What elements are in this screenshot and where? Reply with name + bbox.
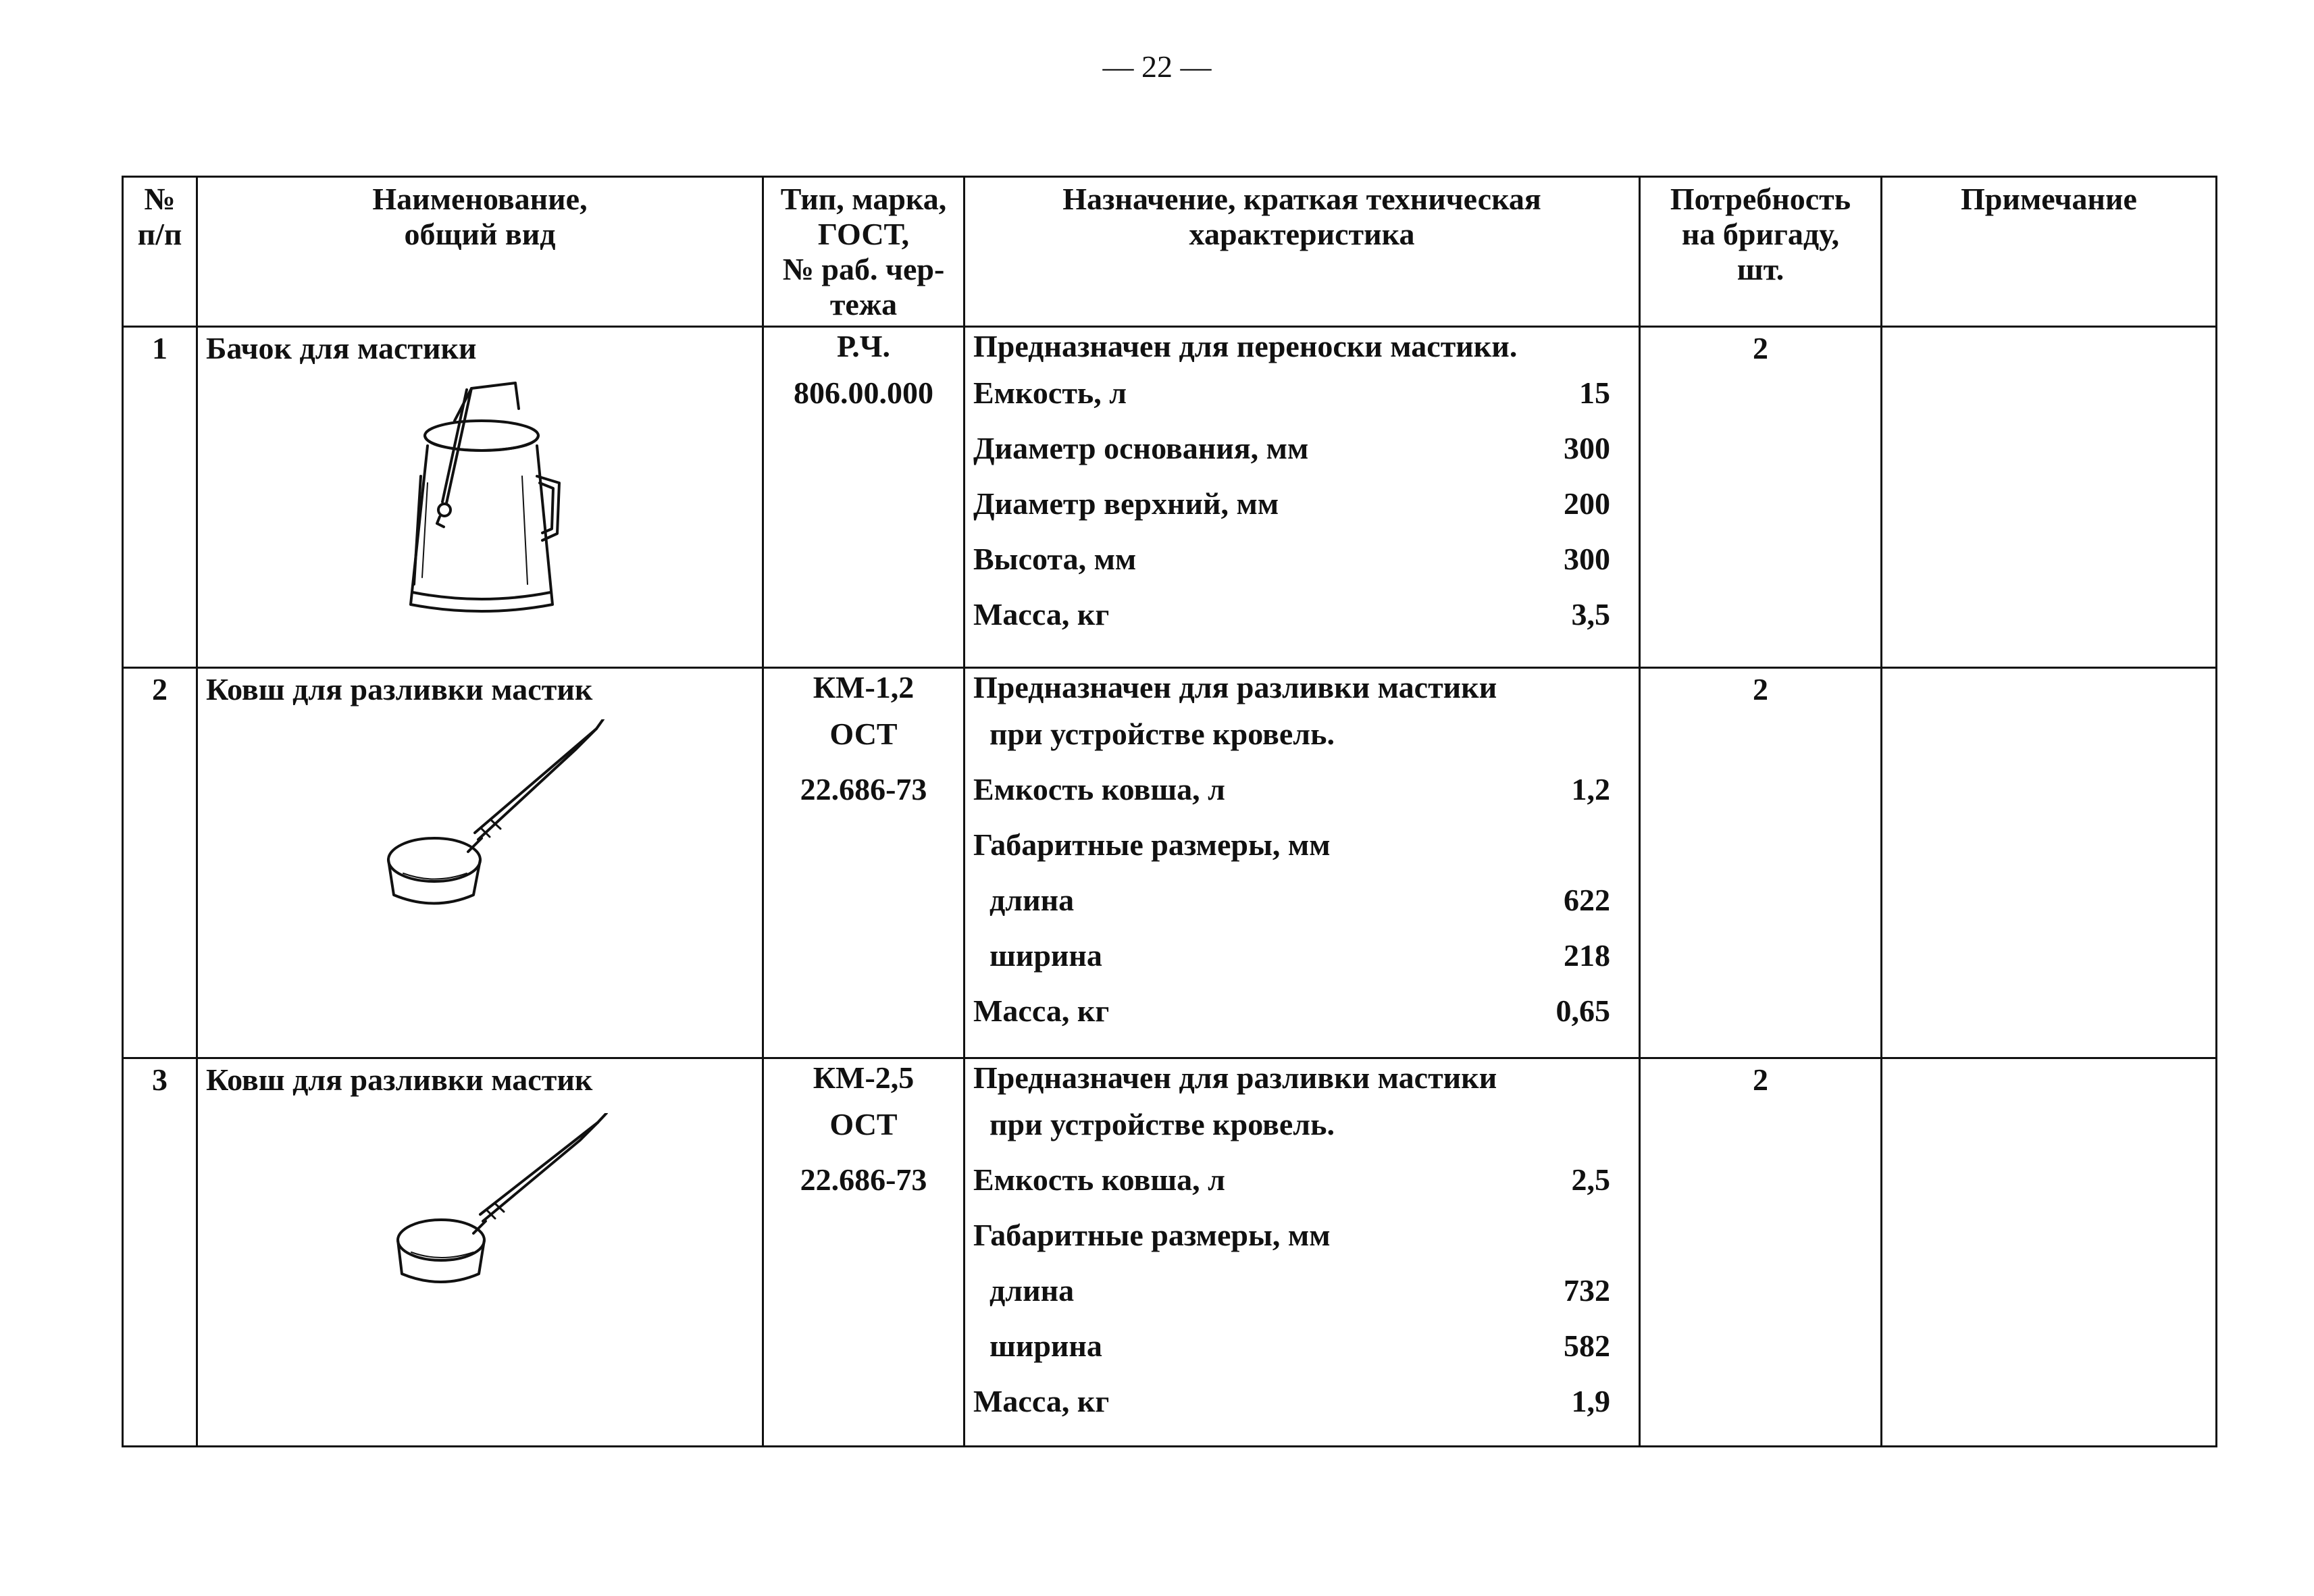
spec-line	[965, 1263, 1639, 1318]
header-note-line: Примечание	[1961, 182, 2137, 216]
spec-value: 300	[1564, 542, 1610, 576]
purpose-cell	[965, 327, 1640, 668]
header-purpose	[965, 177, 1640, 327]
spec-value: 0,65	[1555, 994, 1610, 1028]
spec-line	[965, 1097, 1639, 1152]
header-type	[763, 177, 965, 327]
spec-label: Предназначен для разливки мастики	[973, 1060, 1497, 1095]
spec-line	[965, 983, 1639, 1039]
spec-value: 1,2	[1571, 772, 1610, 806]
spec-line	[965, 476, 1639, 532]
spec-label: Диаметр верхний, мм	[973, 486, 1279, 521]
item-name: Ковш для разливки мастик	[206, 1062, 593, 1097]
note-cell	[1882, 668, 2217, 1058]
spec-label: Масса, кг	[973, 1384, 1110, 1418]
header-name-line: Наименование,	[372, 182, 588, 216]
spec-value: 200	[1564, 486, 1610, 521]
spec-label: ширина	[989, 1329, 1102, 1363]
header-name-line: общий вид	[404, 217, 556, 251]
row-number: 3	[123, 1058, 197, 1447]
spec-line	[965, 873, 1639, 928]
spec-line	[965, 669, 1639, 706]
type-line: 22.686-73	[800, 772, 927, 806]
item-name-cell	[197, 668, 763, 1058]
header-need-line: шт.	[1737, 252, 1784, 286]
spec-label: Высота, мм	[973, 542, 1137, 576]
item-name: Ковш для разливки мастик	[206, 672, 593, 706]
spec-label: длина	[989, 883, 1075, 917]
header-note	[1882, 177, 2217, 327]
table-row	[123, 668, 2217, 1058]
spec-label: Емкость ковша, л	[973, 772, 1225, 806]
type-line: КМ-1,2	[813, 670, 915, 704]
spec-label: Габаритные размеры, мм	[973, 827, 1331, 862]
spec-label: длина	[989, 1273, 1075, 1308]
header-num	[123, 177, 197, 327]
type-line: ОСТ	[829, 717, 898, 751]
spec-label: ширина	[989, 938, 1102, 973]
spec-line	[965, 587, 1639, 642]
header-num-line: №	[144, 182, 176, 216]
header-type-line: № раб. чер-	[782, 252, 945, 286]
spec-line	[965, 421, 1639, 476]
ladle-icon	[360, 1113, 630, 1302]
spec-label: Емкость ковша, л	[973, 1162, 1225, 1197]
note-cell	[1882, 327, 2217, 668]
type-cell	[763, 1058, 965, 1447]
spec-value: 2,5	[1571, 1162, 1610, 1197]
type-line: Р.Ч.	[836, 329, 891, 363]
spec-line	[965, 762, 1639, 817]
spec-line	[965, 1318, 1639, 1374]
spec-value: 218	[1564, 938, 1610, 973]
header-purpose-line: Назначение, краткая техническая	[1062, 182, 1541, 216]
type-line: 22.686-73	[800, 1162, 927, 1197]
spec-line	[965, 532, 1639, 587]
header-need	[1640, 177, 1882, 327]
spec-value: 3,5	[1571, 597, 1610, 632]
header-type-line: ГОСТ,	[817, 217, 910, 251]
spec-line	[965, 1374, 1639, 1429]
equipment-table	[122, 176, 2217, 1447]
header-num-line: п/п	[137, 217, 182, 251]
spec-line	[965, 817, 1639, 873]
spec-line	[965, 706, 1639, 762]
spec-line	[965, 1059, 1639, 1097]
spec-label: Предназначен для переноски мастики.	[973, 329, 1518, 363]
type-cell	[763, 327, 965, 668]
ladle-icon	[346, 719, 630, 929]
need-cell: 2	[1640, 668, 1882, 1058]
spec-line	[965, 928, 1639, 983]
note-cell	[1882, 1058, 2217, 1447]
type-cell	[763, 668, 965, 1058]
item-name: Бачок для мастики	[206, 331, 477, 365]
spec-label: при устройстве кровель.	[989, 717, 1335, 751]
type-line: КМ-2,5	[813, 1060, 915, 1095]
spec-value: 300	[1564, 431, 1610, 465]
item-name-cell	[197, 1058, 763, 1447]
header-type-line: тежа	[829, 287, 898, 321]
mastic-bucket-icon	[380, 382, 596, 632]
header-purpose-line: характеристика	[1189, 217, 1415, 251]
spec-label: Габаритные размеры, мм	[973, 1218, 1331, 1252]
type-line: ОСТ	[829, 1107, 898, 1141]
table-row	[123, 1058, 2217, 1447]
spec-label: при устройстве кровель.	[989, 1107, 1335, 1141]
spec-line	[965, 1208, 1639, 1263]
spec-value: 732	[1564, 1273, 1610, 1308]
spec-line	[965, 328, 1639, 365]
table-row	[123, 327, 2217, 668]
header-name	[197, 177, 763, 327]
header-need-line: на бригаду,	[1681, 217, 1840, 251]
purpose-cell	[965, 1058, 1640, 1447]
item-name-cell	[197, 327, 763, 668]
table-header-row	[123, 177, 2217, 327]
spec-value: 15	[1579, 376, 1610, 410]
row-number: 2	[123, 668, 197, 1058]
spec-label: Предназначен для разливки мастики	[973, 670, 1497, 704]
header-need-line: Потребность	[1670, 182, 1851, 216]
spec-value: 622	[1564, 883, 1610, 917]
purpose-cell	[965, 668, 1640, 1058]
need-cell: 2	[1640, 327, 1882, 668]
spec-value: 1,9	[1571, 1384, 1610, 1418]
spec-label: Масса, кг	[973, 597, 1110, 632]
type-line: 806.00.000	[794, 376, 933, 410]
spec-value: 582	[1564, 1329, 1610, 1363]
spec-line	[965, 1152, 1639, 1208]
page-number: — 22 —	[1102, 49, 1212, 84]
header-type-line: Тип, марка,	[780, 182, 947, 216]
spec-label: Диаметр основания, мм	[973, 431, 1309, 465]
row-number: 1	[123, 327, 197, 668]
spec-label: Масса, кг	[973, 994, 1110, 1028]
need-cell: 2	[1640, 1058, 1882, 1447]
spec-label: Емкость, л	[973, 376, 1127, 410]
spec-line	[965, 365, 1639, 421]
